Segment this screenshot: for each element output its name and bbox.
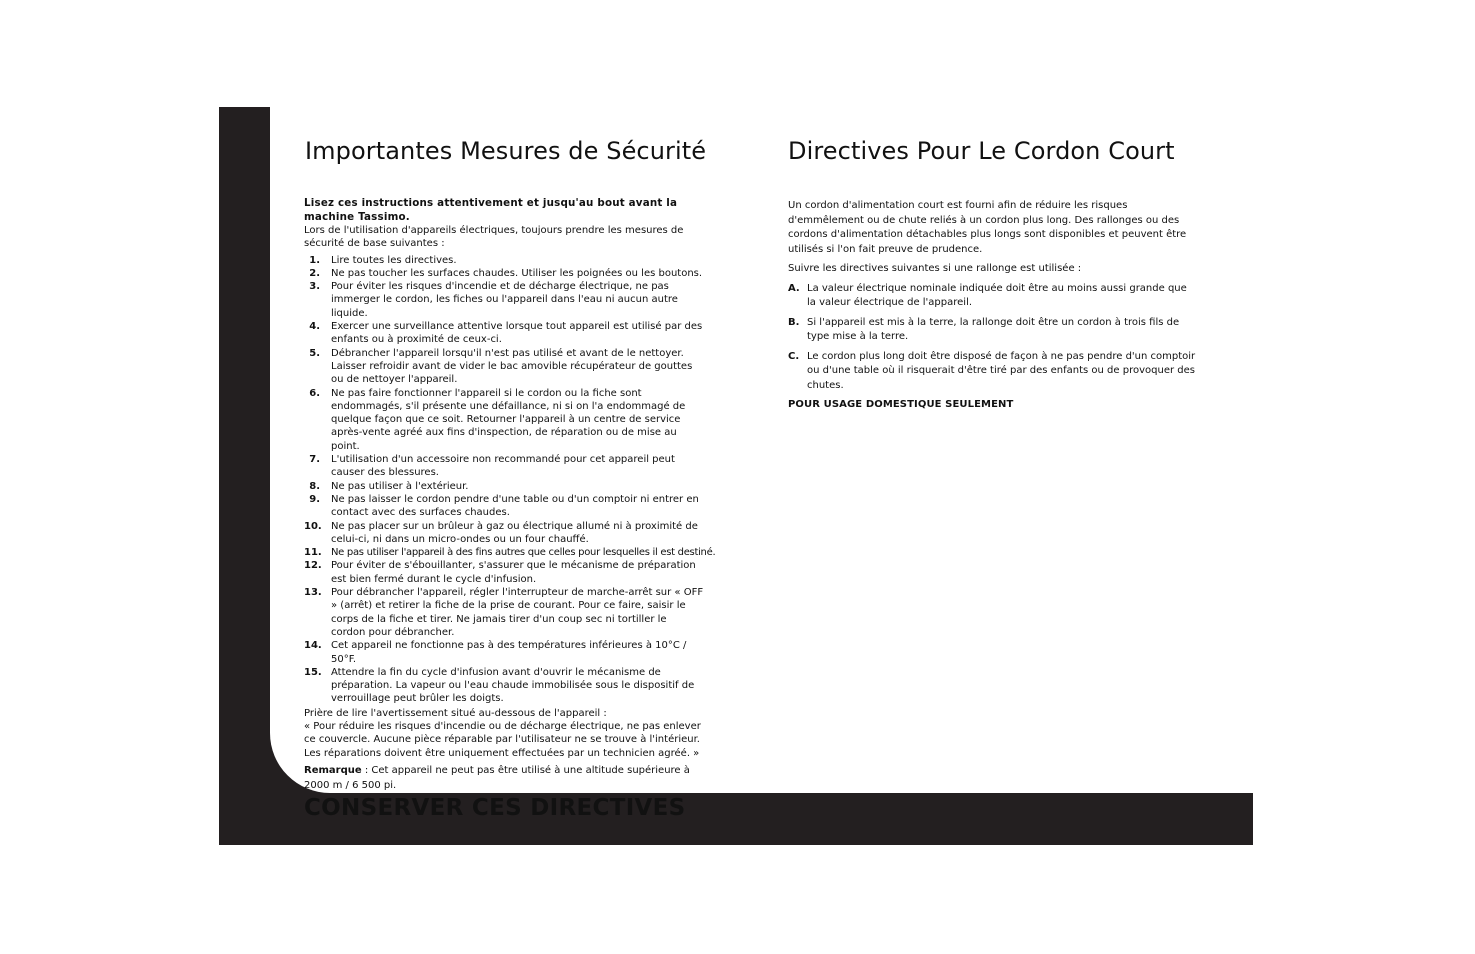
list-item (788, 282, 1198, 311)
household-use-notice: POUR USAGE DOMESTIQUE SEULEMENT (788, 399, 1014, 410)
list-number: 14. (304, 640, 322, 652)
list-item (304, 520, 704, 547)
list-number: 5. (309, 347, 320, 359)
warning-intro: Prière de lire l'avertissement situé au-dessous de l'appareil : (304, 707, 607, 719)
list-number: 6. (309, 387, 320, 399)
list-text: Pour débrancher l'appareil, régler l'interrupteur de marche-arrêt sur « OFF » (arrêt) et retirer la fiche de la prise de courant. Pour ce faire, saisir le corps de la fiche et tirer. Ne jamais tirer d'un coup sec ni tortiller le cordon pour débrancher. (331, 587, 704, 638)
list-item (304, 559, 704, 586)
list-number: 15. (304, 666, 322, 678)
list-item (304, 546, 716, 559)
list-item (304, 347, 704, 387)
note-label: Remarque (304, 764, 362, 776)
list-text: Cet appareil ne fonctionne pas à des températures inférieures à 10°C / 50°F. (331, 640, 687, 665)
warning-text: « Pour réduire les risques d'incendie ou de décharge électrique, ne pas enlever ce couvercle. Aucune pièce réparable par l'utilisateur ne se trouve à l'intérieur. Les réparations doivent être uniquement effectuées par un technicien agréé. » (304, 720, 701, 759)
list-text: Ne pas utiliser l'appareil à des fins autres que celles pour lesquelles il est destiné. (331, 547, 716, 559)
list-item (304, 254, 704, 267)
list-item (304, 267, 704, 280)
list-item (304, 320, 704, 347)
list-text: Débrancher l'appareil lorsqu'il n'est pas utilisé et avant de le nettoyer. Laisser refroidir avant de vider le bac amovible récupérateur de gouttes ou de nettoyer l'appareil. (331, 347, 693, 386)
list-text: Pour éviter de s'ébouillanter, s'assurer que le mécanisme de préparation est bien fermé durant le cycle d'infusion. (331, 560, 696, 585)
list-text: Ne pas laisser le cordon pendre d'une table ou d'un comptoir ni entrer en contact avec des surfaces chaudes. (331, 493, 699, 519)
list-text: Ne pas toucher les surfaces chaudes. Utiliser les poignées ou les boutons. (331, 267, 703, 279)
list-item (304, 387, 704, 453)
list-number: 1. (309, 254, 320, 266)
list-number: 11. (304, 547, 322, 559)
frame-left-bar (219, 107, 270, 845)
list-item (304, 280, 704, 320)
list-letter: A. (788, 282, 800, 294)
list-item (304, 586, 704, 639)
list-text: Attendre la fin du cycle d'infusion avant d'ouvrir le mécanisme de préparation. La vapeur ou l'eau chaude immobilisée sous le dispositif de verrouillage peut brûler les doigts. (331, 666, 695, 705)
list-item (304, 480, 704, 493)
list-text: Pour éviter les risques d'incendie et de décharge électrique, ne pas immerger le cordon, les fiches ou l'appareil dans l'eau ni aucun autre liquide. (331, 281, 678, 319)
list-item (788, 316, 1198, 345)
list-item (788, 350, 1198, 394)
list-number: 10. (304, 520, 322, 532)
list-item (304, 493, 704, 520)
list-item (304, 639, 704, 666)
list-letter: B. (788, 316, 800, 328)
page-title-cord: Directives Pour Le Cordon Court (788, 137, 1175, 165)
safety-rules-list (304, 254, 716, 706)
list-text: Ne pas placer sur un brûleur à gaz ou électrique allumé ni à proximité de celui-ci, ni dans un micro-ondes ou un four chauffé. (331, 520, 698, 545)
list-number: 13. (304, 587, 322, 599)
list-number: 8. (309, 480, 320, 492)
cord-rules-list (788, 282, 1198, 394)
list-text: Si l'appareil est mis à la terre, la rallonge doit être un cordon à trois fils de type mise à la terre. (807, 316, 1180, 342)
page-title-safety: Importantes Mesures de Sécurité (305, 137, 707, 165)
cord-paragraph: Un cordon d'alimentation court est fourni afin de réduire les risques d'emmêlement ou de chute reliés à un cordon plus long. Des rallonges ou des cordons d'alimentation détachables plus longs sont disponibles et peuvent être utilisés si l'on fait preuve de prudence. (788, 200, 1187, 255)
note-text: : Cet appareil ne peut pas être utilisé à une altitude supérieure à 2000 m / 6 500 pi. (304, 764, 690, 791)
lead-instruction: Lisez ces instructions attentivement et jusqu'au bout avant la machine Tassimo. (304, 197, 678, 223)
list-text: Exercer une surveillance attentive lorsque tout appareil est utilisé par des enfants ou à proximité de ceux-ci. (331, 321, 703, 346)
keep-instructions-heading: CONSERVER CES DIRECTIVES (304, 794, 686, 821)
list-text: Le cordon plus long doit être disposé de façon à ne pas pendre d'un comptoir ou d'une table où il risquerait d'être tiré par des enfants ou de provoquer des chutes. (807, 350, 1196, 391)
safety-column (304, 197, 716, 821)
list-text: Ne pas utiliser à l'extérieur. (331, 480, 469, 492)
list-number: 2. (309, 267, 320, 279)
cord-column (788, 199, 1198, 413)
list-number: 3. (309, 281, 320, 293)
intro-text: Lors de l'utilisation d'appareils électriques, toujours prendre les mesures de sécurité de base suivantes : (304, 225, 684, 250)
list-text: La valeur électrique nominale indiquée doit être au moins aussi grande que la valeur électrique de l'appareil. (807, 282, 1187, 308)
list-item (304, 453, 704, 480)
list-number: 12. (304, 560, 322, 572)
altitude-note (304, 763, 704, 793)
list-text: L'utilisation d'un accessoire non recommandé pour cet appareil peut causer des blessures. (331, 454, 675, 479)
list-letter: C. (788, 350, 800, 362)
list-text: Lire toutes les directives. (331, 254, 457, 266)
list-item (304, 666, 704, 706)
list-number: 7. (309, 454, 320, 466)
list-number: 9. (309, 493, 320, 505)
list-text: Ne pas faire fonctionner l'appareil si le cordon ou la fiche sont endommagés, s'il présente une défaillance, ni si on l'a endommagé de quelque façon que ce soit. Retourner l'appareil à un centre de service après-vente agréé aux fins d'inspection, de réparation ou de mise au point. (331, 387, 686, 452)
cord-extension-intro: Suivre les directives suivantes si une rallonge est utilisée : (788, 263, 1082, 274)
list-number: 4. (309, 321, 320, 333)
